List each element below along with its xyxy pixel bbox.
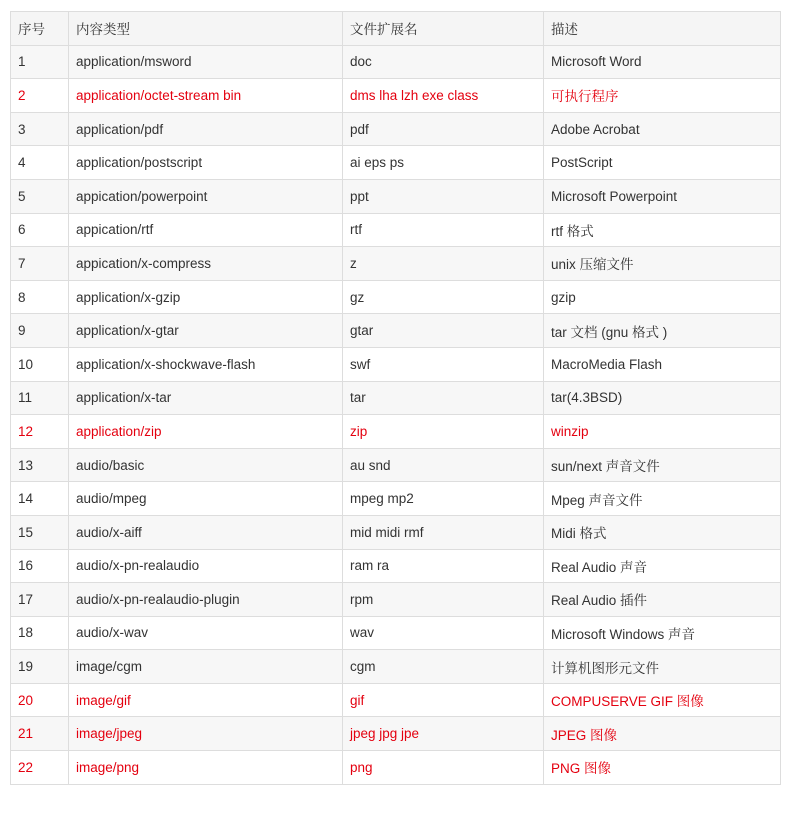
cell-content-type: image/png — [69, 751, 343, 785]
cell-description: Microsoft Windows 声音 — [544, 616, 781, 650]
cell-file-extension: ppt — [343, 179, 544, 213]
cell-description: sun/next 声音文件 — [544, 448, 781, 482]
table-row — [11, 482, 781, 516]
cell-file-extension: rtf — [343, 213, 544, 247]
cell-index: 1 — [11, 45, 69, 79]
cell-content-type: application/postscript — [69, 146, 343, 180]
cell-file-extension: wav — [343, 616, 544, 650]
cell-content-type: audio/x-pn-realaudio-plugin — [69, 583, 343, 617]
table-row — [11, 347, 781, 381]
cell-file-extension: doc — [343, 45, 544, 79]
cell-index: 13 — [11, 448, 69, 482]
cell-file-extension: rpm — [343, 583, 544, 617]
cell-content-type: audio/mpeg — [69, 482, 343, 516]
cell-file-extension: tar — [343, 381, 544, 415]
cell-index: 17 — [11, 583, 69, 617]
cell-description: 可执行程序 — [544, 79, 781, 113]
cell-index: 11 — [11, 381, 69, 415]
cell-index: 8 — [11, 280, 69, 314]
header-index: 序号 — [11, 12, 69, 46]
cell-index: 19 — [11, 650, 69, 684]
cell-index: 4 — [11, 146, 69, 180]
header-file-extension: 文件扩展名 — [343, 12, 544, 46]
cell-index: 6 — [11, 213, 69, 247]
cell-content-type: application/octet-stream bin — [69, 79, 343, 113]
cell-description: Real Audio 声音 — [544, 549, 781, 583]
cell-file-extension: gz — [343, 280, 544, 314]
cell-description: PostScript — [544, 146, 781, 180]
cell-description: COMPUSERVE GIF 图像 — [544, 683, 781, 717]
cell-index: 2 — [11, 79, 69, 113]
cell-file-extension: zip — [343, 415, 544, 449]
cell-file-extension: dms lha lzh exe class — [343, 79, 544, 113]
cell-description: tar 文档 (gnu 格式 ) — [544, 314, 781, 348]
cell-index: 21 — [11, 717, 69, 751]
cell-file-extension: jpeg jpg jpe — [343, 717, 544, 751]
table-row — [11, 45, 781, 79]
cell-file-extension: ai eps ps — [343, 146, 544, 180]
cell-description: tar(4.3BSD) — [544, 381, 781, 415]
table-row — [11, 717, 781, 751]
cell-file-extension: pdf — [343, 112, 544, 146]
cell-description: Real Audio 插件 — [544, 583, 781, 617]
table-row — [11, 549, 781, 583]
cell-content-type: application/x-shockwave-flash — [69, 347, 343, 381]
cell-description: PNG 图像 — [544, 751, 781, 785]
cell-index: 9 — [11, 314, 69, 348]
table-row — [11, 381, 781, 415]
cell-content-type: appication/x-compress — [69, 247, 343, 281]
mime-type-table — [10, 11, 781, 785]
cell-index: 18 — [11, 616, 69, 650]
table-row — [11, 583, 781, 617]
table-row — [11, 247, 781, 281]
table-row — [11, 179, 781, 213]
table-row — [11, 751, 781, 785]
cell-file-extension: gif — [343, 683, 544, 717]
header-description: 描述 — [544, 12, 781, 46]
cell-file-extension: mid midi rmf — [343, 515, 544, 549]
cell-content-type: appication/powerpoint — [69, 179, 343, 213]
table-row — [11, 616, 781, 650]
cell-index: 7 — [11, 247, 69, 281]
cell-index: 22 — [11, 751, 69, 785]
cell-content-type: application/x-gtar — [69, 314, 343, 348]
cell-content-type: application/zip — [69, 415, 343, 449]
cell-description: Microsoft Word — [544, 45, 781, 79]
table-row — [11, 79, 781, 113]
cell-content-type: application/x-tar — [69, 381, 343, 415]
cell-description: Mpeg 声音文件 — [544, 482, 781, 516]
table-row — [11, 515, 781, 549]
cell-content-type: audio/basic — [69, 448, 343, 482]
cell-file-extension: png — [343, 751, 544, 785]
cell-file-extension: z — [343, 247, 544, 281]
table-row — [11, 650, 781, 684]
table-row — [11, 213, 781, 247]
cell-content-type: image/gif — [69, 683, 343, 717]
cell-index: 10 — [11, 347, 69, 381]
table-row — [11, 112, 781, 146]
cell-content-type: audio/x-aiff — [69, 515, 343, 549]
cell-description: rtf 格式 — [544, 213, 781, 247]
table-row — [11, 146, 781, 180]
cell-content-type: audio/x-wav — [69, 616, 343, 650]
cell-file-extension: gtar — [343, 314, 544, 348]
table-row — [11, 683, 781, 717]
cell-content-type: image/jpeg — [69, 717, 343, 751]
cell-index: 3 — [11, 112, 69, 146]
cell-file-extension: swf — [343, 347, 544, 381]
cell-file-extension: cgm — [343, 650, 544, 684]
cell-file-extension: ram ra — [343, 549, 544, 583]
cell-index: 5 — [11, 179, 69, 213]
cell-index: 20 — [11, 683, 69, 717]
cell-description: Microsoft Powerpoint — [544, 179, 781, 213]
cell-file-extension: au snd — [343, 448, 544, 482]
cell-content-type: application/x-gzip — [69, 280, 343, 314]
cell-content-type: audio/x-pn-realaudio — [69, 549, 343, 583]
cell-description: MacroMedia Flash — [544, 347, 781, 381]
cell-index: 15 — [11, 515, 69, 549]
cell-description: gzip — [544, 280, 781, 314]
cell-file-extension: mpeg mp2 — [343, 482, 544, 516]
cell-description: Midi 格式 — [544, 515, 781, 549]
table-row — [11, 448, 781, 482]
cell-description: 计算机图形元文件 — [544, 650, 781, 684]
cell-description: unix 压缩文件 — [544, 247, 781, 281]
table-row — [11, 280, 781, 314]
cell-content-type: image/cgm — [69, 650, 343, 684]
cell-content-type: application/msword — [69, 45, 343, 79]
header-content-type: 内容类型 — [69, 12, 343, 46]
cell-description: Adobe Acrobat — [544, 112, 781, 146]
table-row — [11, 314, 781, 348]
cell-index: 14 — [11, 482, 69, 516]
cell-description: winzip — [544, 415, 781, 449]
cell-index: 16 — [11, 549, 69, 583]
cell-index: 12 — [11, 415, 69, 449]
table-row — [11, 415, 781, 449]
cell-content-type: application/pdf — [69, 112, 343, 146]
cell-content-type: appication/rtf — [69, 213, 343, 247]
cell-description: JPEG 图像 — [544, 717, 781, 751]
table-header-row — [11, 12, 781, 46]
